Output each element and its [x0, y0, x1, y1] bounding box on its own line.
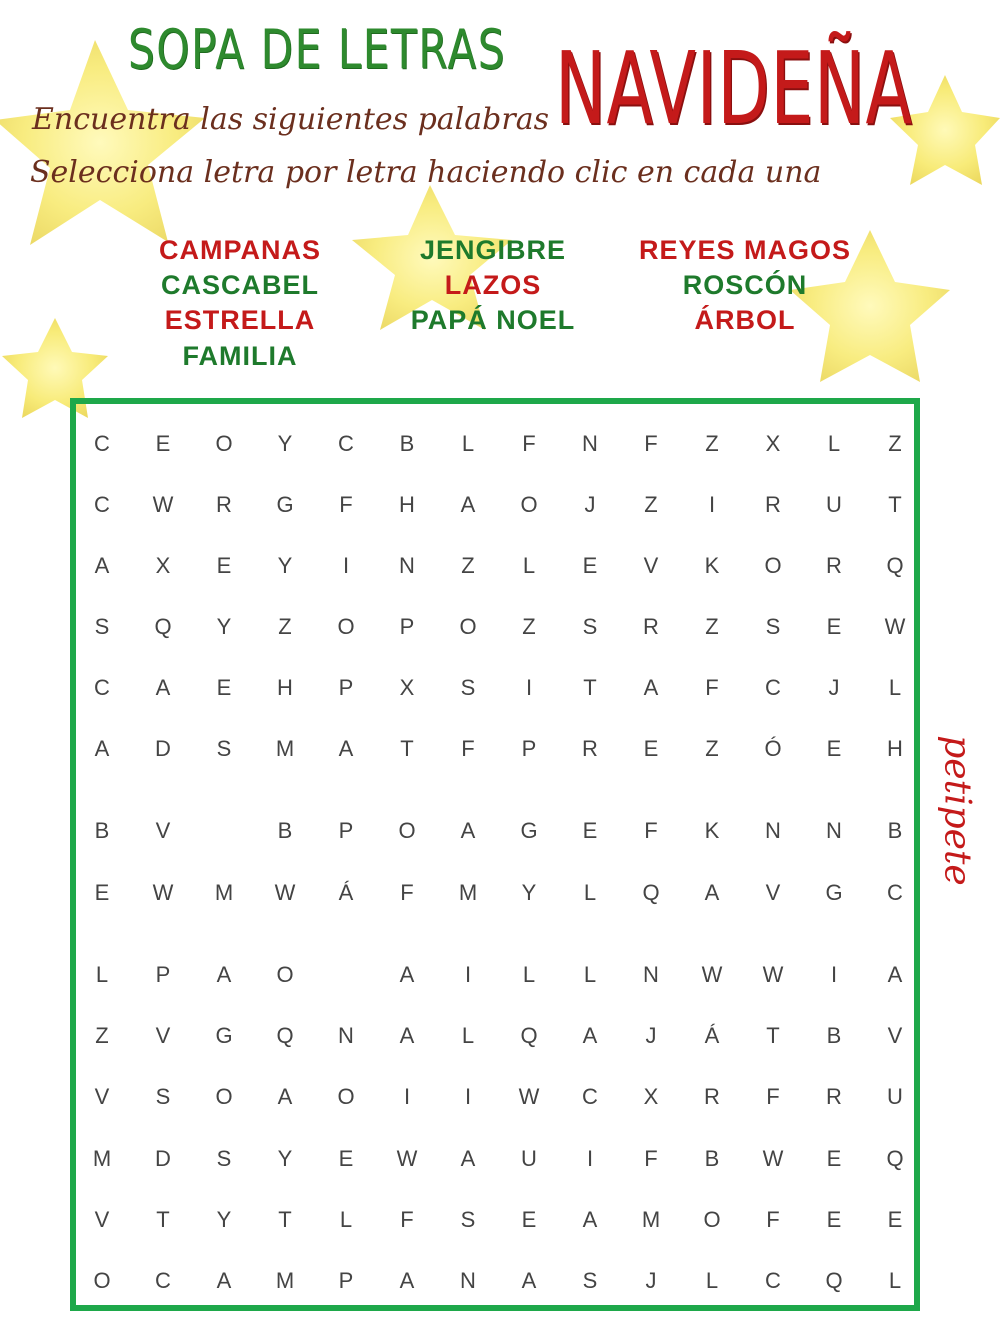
instruction-select-letters: Selecciona letra por letra haciendo clic en cada una — [30, 155, 822, 190]
grid-letter-cell[interactable]: A — [643, 675, 659, 700]
grid-letter-cell[interactable]: M — [458, 880, 478, 905]
grid-letter-cell[interactable]: R — [765, 492, 781, 517]
grid-letter-cell[interactable]: F — [644, 1146, 658, 1171]
grid-letter-cell[interactable]: D — [155, 1146, 171, 1171]
grid-letter-cell[interactable]: A — [399, 1268, 415, 1293]
grid-letter-cell[interactable]: L — [95, 962, 109, 987]
grid-letter-cell[interactable]: A — [460, 818, 476, 843]
grid-letter-cell[interactable]: O — [215, 431, 233, 456]
grid-letter-cell[interactable]: I — [708, 492, 716, 517]
grid-letter-cell[interactable]: T — [888, 492, 902, 517]
grid-letter-cell[interactable]: Z — [95, 1023, 109, 1048]
grid-letter-cell[interactable]: A — [155, 675, 171, 700]
grid-letter-cell[interactable]: S — [582, 1268, 598, 1293]
grid-letter-cell[interactable]: A — [460, 1146, 476, 1171]
grid-letter-cell[interactable]: E — [826, 736, 842, 761]
grid-letter-cell[interactable]: P — [155, 962, 171, 987]
grid-letter-cell[interactable]: Z — [705, 614, 719, 639]
grid-letter-cell[interactable]: E — [826, 1146, 842, 1171]
grid-letter-cell[interactable]: F — [644, 431, 658, 456]
grid-letter-cell[interactable]: C — [338, 431, 354, 456]
grid-letter-cell[interactable]: A — [277, 1084, 293, 1109]
grid-letter-cell[interactable]: P — [338, 1268, 354, 1293]
grid-letter-cell[interactable]: E — [216, 553, 232, 578]
grid-letter-cell[interactable]: B — [826, 1023, 842, 1048]
grid-letter-cell[interactable]: P — [338, 818, 354, 843]
grid-letter-cell[interactable]: Y — [521, 880, 537, 905]
grid-letter-cell[interactable]: B — [704, 1146, 720, 1171]
grid-letter-cell[interactable]: C — [765, 675, 781, 700]
grid-letter-cell[interactable]: O — [398, 818, 416, 843]
grid-letter-cell[interactable]: C — [94, 675, 110, 700]
grid-letter-cell[interactable]: O — [93, 1268, 111, 1293]
grid-letter-cell[interactable]: O — [215, 1084, 233, 1109]
grid-letter-cell[interactable]: N — [765, 818, 781, 843]
grid-letter-cell[interactable]: Q — [520, 1023, 538, 1048]
grid-letter-cell[interactable]: G — [276, 492, 294, 517]
grid-letter-cell[interactable]: U — [521, 1146, 537, 1171]
grid-letter-cell[interactable]: P — [399, 614, 415, 639]
grid-letter-cell[interactable]: N — [643, 962, 659, 987]
grid-letter-cell[interactable]: Z — [461, 553, 475, 578]
grid-letter-cell[interactable]: Z — [705, 736, 719, 761]
grid-letter-cell[interactable]: A — [338, 736, 354, 761]
grid-letter-cell[interactable]: I — [464, 1084, 472, 1109]
grid-letter-cell[interactable]: W — [701, 962, 723, 987]
grid-letter-cell[interactable]: O — [276, 962, 294, 987]
title-part1: SOPA DE LETRAS — [128, 18, 506, 81]
grid-letter-cell[interactable]: T — [278, 1207, 292, 1232]
grid-letter-cell[interactable]: E — [155, 431, 171, 456]
grid-letter-cell[interactable]: O — [459, 614, 477, 639]
grid-letter-cell[interactable]: J — [828, 675, 840, 700]
grid-letter-cell[interactable]: S — [765, 614, 781, 639]
grid-letter-cell[interactable]: T — [156, 1207, 170, 1232]
grid-letter-cell[interactable]: B — [399, 431, 415, 456]
grid-letter-cell[interactable]: R — [643, 614, 659, 639]
grid-letter-cell[interactable]: A — [460, 492, 476, 517]
title-part2: NAVIDEÑA — [555, 30, 913, 147]
grid-letter-cell[interactable]: L — [705, 1268, 719, 1293]
grid-letter-cell[interactable]: A — [887, 962, 903, 987]
grid-letter-cell[interactable]: P — [521, 736, 537, 761]
grid-letter-cell[interactable]: S — [460, 675, 476, 700]
grid-letter-cell[interactable]: Y — [277, 553, 293, 578]
grid-letter-cell[interactable]: W — [884, 614, 906, 639]
grid-letter-cell[interactable]: V — [94, 1207, 110, 1232]
grid-letter-cell[interactable]: V — [155, 818, 171, 843]
grid-letter-cell[interactable]: Á — [704, 1023, 720, 1048]
grid-letter-cell[interactable]: A — [216, 1268, 232, 1293]
grid-letter-cell[interactable]: Q — [642, 880, 660, 905]
grid-letter-cell[interactable]: F — [522, 431, 536, 456]
grid-letter-cell[interactable]: L — [339, 1207, 353, 1232]
grid-letter-cell[interactable]: L — [461, 1023, 475, 1048]
grid-letter-cell[interactable]: O — [703, 1207, 721, 1232]
grid-letter-cell[interactable]: A — [216, 962, 232, 987]
grid-letter-cell[interactable]: Z — [705, 431, 719, 456]
grid-letter-cell[interactable]: E — [338, 1146, 354, 1171]
grid-letter-cell[interactable]: I — [525, 675, 533, 700]
grid-letter-cell[interactable]: I — [830, 962, 838, 987]
grid-letter-cell[interactable]: Z — [278, 614, 292, 639]
grid-letter-cell[interactable]: F — [461, 736, 475, 761]
grid-letter-cell[interactable]: M — [641, 1207, 661, 1232]
grid-letter-cell[interactable]: G — [825, 880, 843, 905]
grid-letter-cell[interactable]: R — [826, 553, 842, 578]
grid-letter-cell[interactable]: Ó — [764, 736, 782, 761]
grid-letter-cell[interactable]: Q — [886, 1146, 904, 1171]
grid-letter-cell[interactable]: X — [155, 553, 171, 578]
grid-letter-cell[interactable]: N — [338, 1023, 354, 1048]
grid-letter-cell[interactable]: R — [216, 492, 232, 517]
grid-letter-cell[interactable]: Á — [338, 880, 354, 905]
grid-letter-cell[interactable]: F — [400, 880, 414, 905]
word-item: PAPÁ NOEL — [410, 305, 576, 335]
grid-letter-cell[interactable]: W — [274, 880, 296, 905]
grid-letter-cell[interactable]: K — [704, 818, 720, 843]
grid-letter-cell[interactable]: W — [152, 880, 174, 905]
word-item: ÁRBOL — [694, 305, 796, 335]
grid-letter-cell[interactable]: Q — [825, 1268, 843, 1293]
grid-letter-cell[interactable]: W — [396, 1146, 418, 1171]
grid-letter-cell[interactable]: J — [645, 1023, 657, 1048]
grid-letter-cell[interactable]: O — [337, 614, 355, 639]
instruction-find-words: Encuentra las siguientes palabras — [32, 102, 549, 137]
grid-letter-cell[interactable]: W — [762, 1146, 784, 1171]
word-item: CASCABEL — [160, 270, 319, 300]
grid-letter-cell[interactable]: O — [764, 553, 782, 578]
word-item: ROSCÓN — [682, 270, 808, 300]
grid-letter-cell[interactable]: S — [582, 614, 598, 639]
grid-letter-cell[interactable]: Y — [216, 614, 232, 639]
grid-letter-cell[interactable]: F — [705, 675, 719, 700]
grid-letter-cell[interactable]: A — [582, 1207, 598, 1232]
grid-letter-cell[interactable]: S — [216, 1146, 232, 1171]
grid-letter-cell[interactable]: K — [704, 553, 720, 578]
grid-letter-cell[interactable]: W — [518, 1084, 540, 1109]
grid-letter-cell[interactable]: Y — [277, 1146, 293, 1171]
grid-letter-cell[interactable]: N — [826, 818, 842, 843]
grid-letter-cell[interactable]: L — [522, 553, 536, 578]
grid-letter-cell[interactable]: O — [337, 1084, 355, 1109]
grid-letter-cell[interactable]: M — [275, 736, 295, 761]
grid-letter-cell[interactable]: U — [887, 1084, 903, 1109]
grid-letter-cell[interactable]: C — [765, 1268, 781, 1293]
grid-letter-cell[interactable]: L — [522, 962, 536, 987]
grid-letter-cell[interactable]: H — [277, 675, 293, 700]
grid-letter-cell[interactable]: A — [94, 736, 110, 761]
grid-letter-cell[interactable]: J — [645, 1268, 657, 1293]
grid-letter-cell[interactable]: T — [400, 736, 414, 761]
grid-letter-cell[interactable]: J — [584, 492, 596, 517]
grid-letter-cell[interactable]: E — [826, 614, 842, 639]
grid-letter-cell[interactable]: S — [216, 736, 232, 761]
grid-letter-cell[interactable]: M — [275, 1268, 295, 1293]
grid-letter-cell[interactable]: V — [94, 1084, 110, 1109]
grid-letter-cell[interactable]: S — [94, 614, 110, 639]
grid-letter-cell[interactable]: F — [400, 1207, 414, 1232]
grid-letter-cell[interactable]: B — [887, 818, 903, 843]
grid-letter-cell[interactable]: V — [887, 1023, 903, 1048]
grid-letter-cell[interactable]: S — [155, 1084, 171, 1109]
grid-letter-cell[interactable]: F — [766, 1084, 780, 1109]
grid-letter-cell[interactable]: N — [399, 553, 415, 578]
grid-letter-cell[interactable]: H — [399, 492, 415, 517]
grid-letter-cell[interactable]: V — [155, 1023, 171, 1048]
grid-letter-cell[interactable]: E — [521, 1207, 537, 1232]
word-item: ESTRELLA — [164, 305, 316, 335]
grid-letter-cell[interactable]: Q — [154, 614, 172, 639]
grid-letter-cell[interactable]: E — [582, 553, 598, 578]
grid-letter-cell[interactable]: Y — [277, 431, 293, 456]
grid-letter-cell[interactable]: V — [643, 553, 659, 578]
grid-letter-cell[interactable]: B — [94, 818, 110, 843]
grid-letter-cell[interactable]: C — [887, 880, 903, 905]
grid-letter-cell[interactable]: D — [155, 736, 171, 761]
grid-letter-cell[interactable]: W — [762, 962, 784, 987]
grid-letter-cell[interactable]: C — [94, 431, 110, 456]
grid-letter-cell[interactable]: A — [582, 1023, 598, 1048]
grid-letter-cell[interactable]: Z — [644, 492, 658, 517]
grid-letter-cell[interactable]: F — [339, 492, 353, 517]
word-item: REYES MAGOS — [638, 235, 852, 265]
grid-letter-cell[interactable]: G — [520, 818, 538, 843]
grid-letter-cell[interactable]: E — [643, 736, 659, 761]
grid-letter-cell[interactable]: B — [277, 818, 293, 843]
grid-letter-cell[interactable]: P — [338, 675, 354, 700]
word-item: LAZOS — [444, 270, 542, 300]
grid-letter-cell[interactable]: M — [214, 880, 234, 905]
letter-grid-frame — [70, 398, 920, 1311]
grid-letter-cell[interactable]: A — [94, 553, 110, 578]
grid-letter-cell[interactable]: G — [215, 1023, 233, 1048]
word-item: CAMPANAS — [159, 235, 321, 265]
grid-letter-cell[interactable]: L — [583, 880, 597, 905]
grid-letter-cell[interactable]: H — [887, 736, 903, 761]
grid-letter-cell[interactable]: A — [399, 1023, 415, 1048]
grid-letter-cell[interactable]: Q — [886, 553, 904, 578]
signature: petipete — [936, 735, 978, 886]
grid-letter-cell[interactable]: M — [92, 1146, 112, 1171]
grid-letter-cell[interactable]: R — [582, 736, 598, 761]
grid-letter-cell[interactable]: A — [704, 880, 720, 905]
grid-letter-cell[interactable]: Y — [216, 1207, 232, 1232]
grid-letter-cell[interactable]: F — [644, 818, 658, 843]
grid-letter-cell[interactable]: T — [583, 675, 597, 700]
grid-letter-cell[interactable]: I — [586, 1146, 594, 1171]
grid-letter-cell[interactable]: E — [887, 1207, 903, 1232]
grid-letter-cell[interactable]: V — [765, 880, 781, 905]
grid-letter-cell[interactable]: E — [826, 1207, 842, 1232]
grid-letter-cell[interactable]: L — [888, 675, 902, 700]
grid-letter-cell[interactable]: I — [342, 553, 350, 578]
grid-letter-cell[interactable]: L — [827, 431, 841, 456]
grid-letter-cell[interactable]: C — [94, 492, 110, 517]
grid-letter-cell[interactable]: Z — [522, 614, 536, 639]
grid-letter-cell[interactable]: L — [583, 962, 597, 987]
grid-letter-cell[interactable]: A — [521, 1268, 537, 1293]
grid-letter-cell[interactable]: Q — [276, 1023, 294, 1048]
grid-letter-cell[interactable]: N — [582, 431, 598, 456]
grid-letter-cell[interactable]: I — [464, 962, 472, 987]
grid-letter-cell[interactable]: F — [766, 1207, 780, 1232]
grid-letter-cell[interactable]: A — [399, 962, 415, 987]
grid-letter-cell[interactable]: L — [461, 431, 475, 456]
word-item: JENGIBRE — [419, 235, 567, 265]
grid-letter-cell[interactable]: C — [155, 1268, 171, 1293]
grid-letter-cell[interactable]: S — [460, 1207, 476, 1232]
grid-letter-cell[interactable]: R — [704, 1084, 720, 1109]
grid-letter-cell[interactable]: W — [152, 492, 174, 517]
grid-letter-cell[interactable]: E — [582, 818, 598, 843]
grid-letter-cell[interactable]: E — [216, 675, 232, 700]
grid-letter-cell[interactable]: I — [403, 1084, 411, 1109]
grid-letter-cell[interactable]: E — [94, 880, 110, 905]
grid-letter-cell[interactable]: U — [826, 492, 842, 517]
grid-letter-cell[interactable]: X — [643, 1084, 659, 1109]
grid-letter-cell[interactable]: L — [888, 1268, 902, 1293]
grid-letter-cell[interactable]: T — [766, 1023, 780, 1048]
grid-letter-cell[interactable]: O — [520, 492, 538, 517]
grid-letter-cell[interactable]: R — [826, 1084, 842, 1109]
grid-letter-cell[interactable]: X — [765, 431, 781, 456]
grid-letter-cell[interactable]: X — [399, 675, 415, 700]
grid-letter-cell[interactable]: Z — [888, 431, 902, 456]
grid-letter-cell[interactable]: C — [582, 1084, 598, 1109]
grid-letter-cell[interactable]: N — [460, 1268, 476, 1293]
word-item: FAMILIA — [182, 341, 298, 371]
